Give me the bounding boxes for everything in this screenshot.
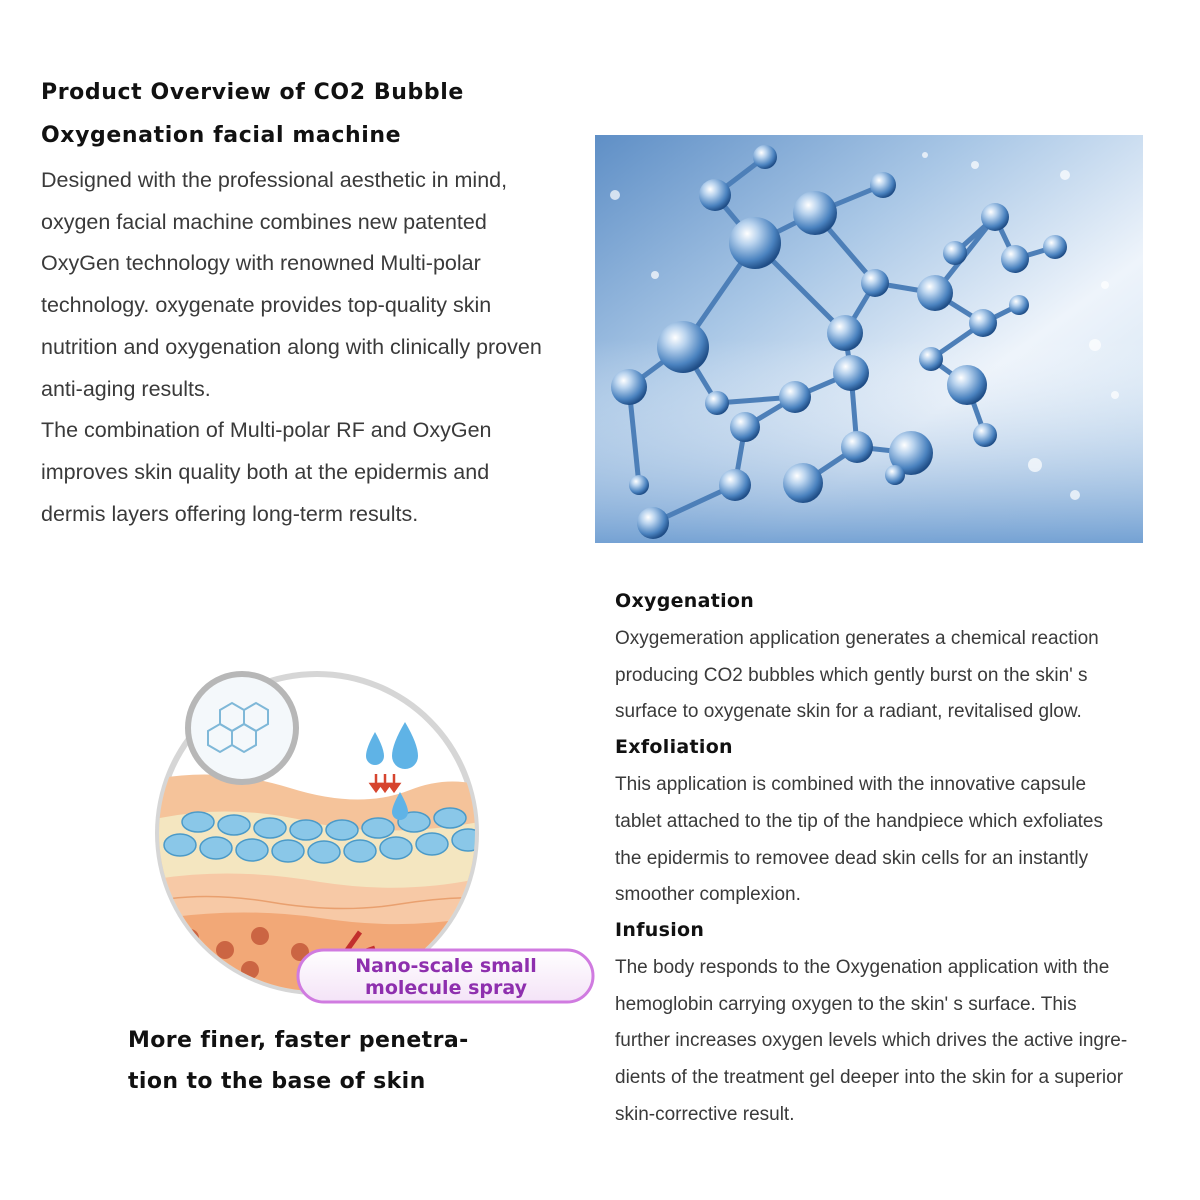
overview-line: oxygen facial machine combines new patented: [41, 209, 487, 234]
bokeh-dot: [610, 190, 620, 200]
molecule-atom: [833, 355, 869, 391]
feature-line: skin-corrective result.: [615, 1103, 795, 1125]
molecule-atom: [1009, 295, 1029, 315]
molecule-atom: [981, 203, 1009, 231]
molecule-atom: [1001, 245, 1029, 273]
feature-heading: Infusion: [615, 918, 705, 941]
overview-title-line2: Oxygenation facial machine: [41, 123, 402, 148]
feature-line: further increases oxygen levels which drives the active ingre-: [615, 1030, 1128, 1052]
overview-line: OxyGen technology with renowned Multi-polar: [41, 251, 481, 276]
feature-line: dients of the treatment gel deeper into the skin for a superior: [615, 1067, 1124, 1089]
molecule-atom: [611, 369, 647, 405]
zoom-lens: [188, 674, 296, 782]
overview-description: [41, 160, 586, 535]
molecule-atom: [629, 475, 649, 495]
overview-line: dermis layers offering long-term results.: [41, 501, 419, 526]
feature-line: Oxygemeration application generates a chemical reaction: [615, 628, 1099, 649]
molecule-atom: [783, 463, 823, 503]
molecule-image: [595, 135, 1143, 543]
overview-line: technology. oxygenate provides top-quality skin: [41, 293, 492, 318]
molecule-atom: [637, 507, 669, 539]
bokeh-dot: [922, 152, 928, 158]
molecule-atom: [947, 365, 987, 405]
molecule-atom: [861, 269, 889, 297]
feature-heading: Exfoliation: [615, 736, 733, 759]
bokeh-dot: [651, 271, 659, 279]
molecule-atom: [919, 347, 943, 371]
feature-line: This application is combined with the innovative capsule: [615, 774, 1087, 796]
molecule-atom: [779, 381, 811, 413]
molecule-atom: [699, 179, 731, 211]
molecule-atom: [885, 465, 905, 485]
caption-line2: tion to the base of skin: [128, 1069, 426, 1094]
bokeh-dot: [1101, 281, 1109, 289]
molecule-atom: [917, 275, 953, 311]
feature-exfoliation: [615, 731, 1195, 914]
bokeh-dot: [1028, 458, 1042, 472]
caption-line1: More finer, faster penetra-: [128, 1028, 469, 1053]
molecule-atom: [969, 309, 997, 337]
illustration-caption: [128, 1020, 469, 1102]
skin-illustration: [150, 670, 600, 1010]
molecule-atom: [793, 191, 837, 235]
overview-line: The combination of Multi-polar RF and OxyGen: [41, 418, 492, 443]
feature-line: producing CO2 bubbles which gently burst on the skin' s: [615, 664, 1088, 686]
feature-list: [615, 585, 1195, 1133]
overview-title-line1: Product Overview of CO2 Bubble: [41, 80, 464, 105]
feature-line: the epidermis to removee dead skin cells for an instantly: [615, 847, 1089, 869]
bokeh-dot: [971, 161, 979, 169]
feature-line: The body responds to the Oxygenation application with the: [615, 956, 1110, 978]
label-line1: Nano-scale small: [355, 955, 537, 977]
feature-line: surface to oxygenate skin for a radiant, revitalised glow.: [615, 701, 1082, 723]
overview-line: Designed with the professional aesthetic in mind,: [41, 168, 508, 192]
bokeh-dot: [1070, 490, 1080, 500]
molecule-atom: [973, 423, 997, 447]
molecule-atom: [705, 391, 729, 415]
molecule-atom: [870, 172, 896, 198]
feature-line: hemoglobin carrying oxygen to the skin' s surface. This: [615, 993, 1077, 1015]
bokeh-dot: [1111, 391, 1119, 399]
feature-line: smoother complexion.: [615, 884, 801, 906]
molecule-atom: [729, 217, 781, 269]
overview-line: nutrition and oxygenation along with clinically proven: [41, 334, 542, 359]
feature-oxygenation: [615, 585, 1195, 731]
molecule-atom: [827, 315, 863, 351]
molecule-atom: [719, 469, 751, 501]
molecule-atom: [657, 321, 709, 373]
bokeh-dot: [1060, 170, 1070, 180]
label-line2: molecule spray: [365, 977, 527, 999]
molecule-atom: [1043, 235, 1067, 259]
overview-line: anti-aging results.: [41, 376, 211, 401]
feature-line: tablet attached to the tip of the handpiece which exfoliates: [615, 810, 1103, 832]
overview-line: improves skin quality both at the epidermis and: [41, 459, 490, 484]
molecule-atom: [730, 412, 760, 442]
bokeh-dot: [1089, 339, 1101, 351]
feature-heading: Oxygenation: [615, 590, 755, 612]
feature-infusion: [615, 914, 1195, 1134]
molecule-atom: [841, 431, 873, 463]
molecule-atom: [943, 241, 967, 265]
molecule-atom: [753, 145, 777, 169]
